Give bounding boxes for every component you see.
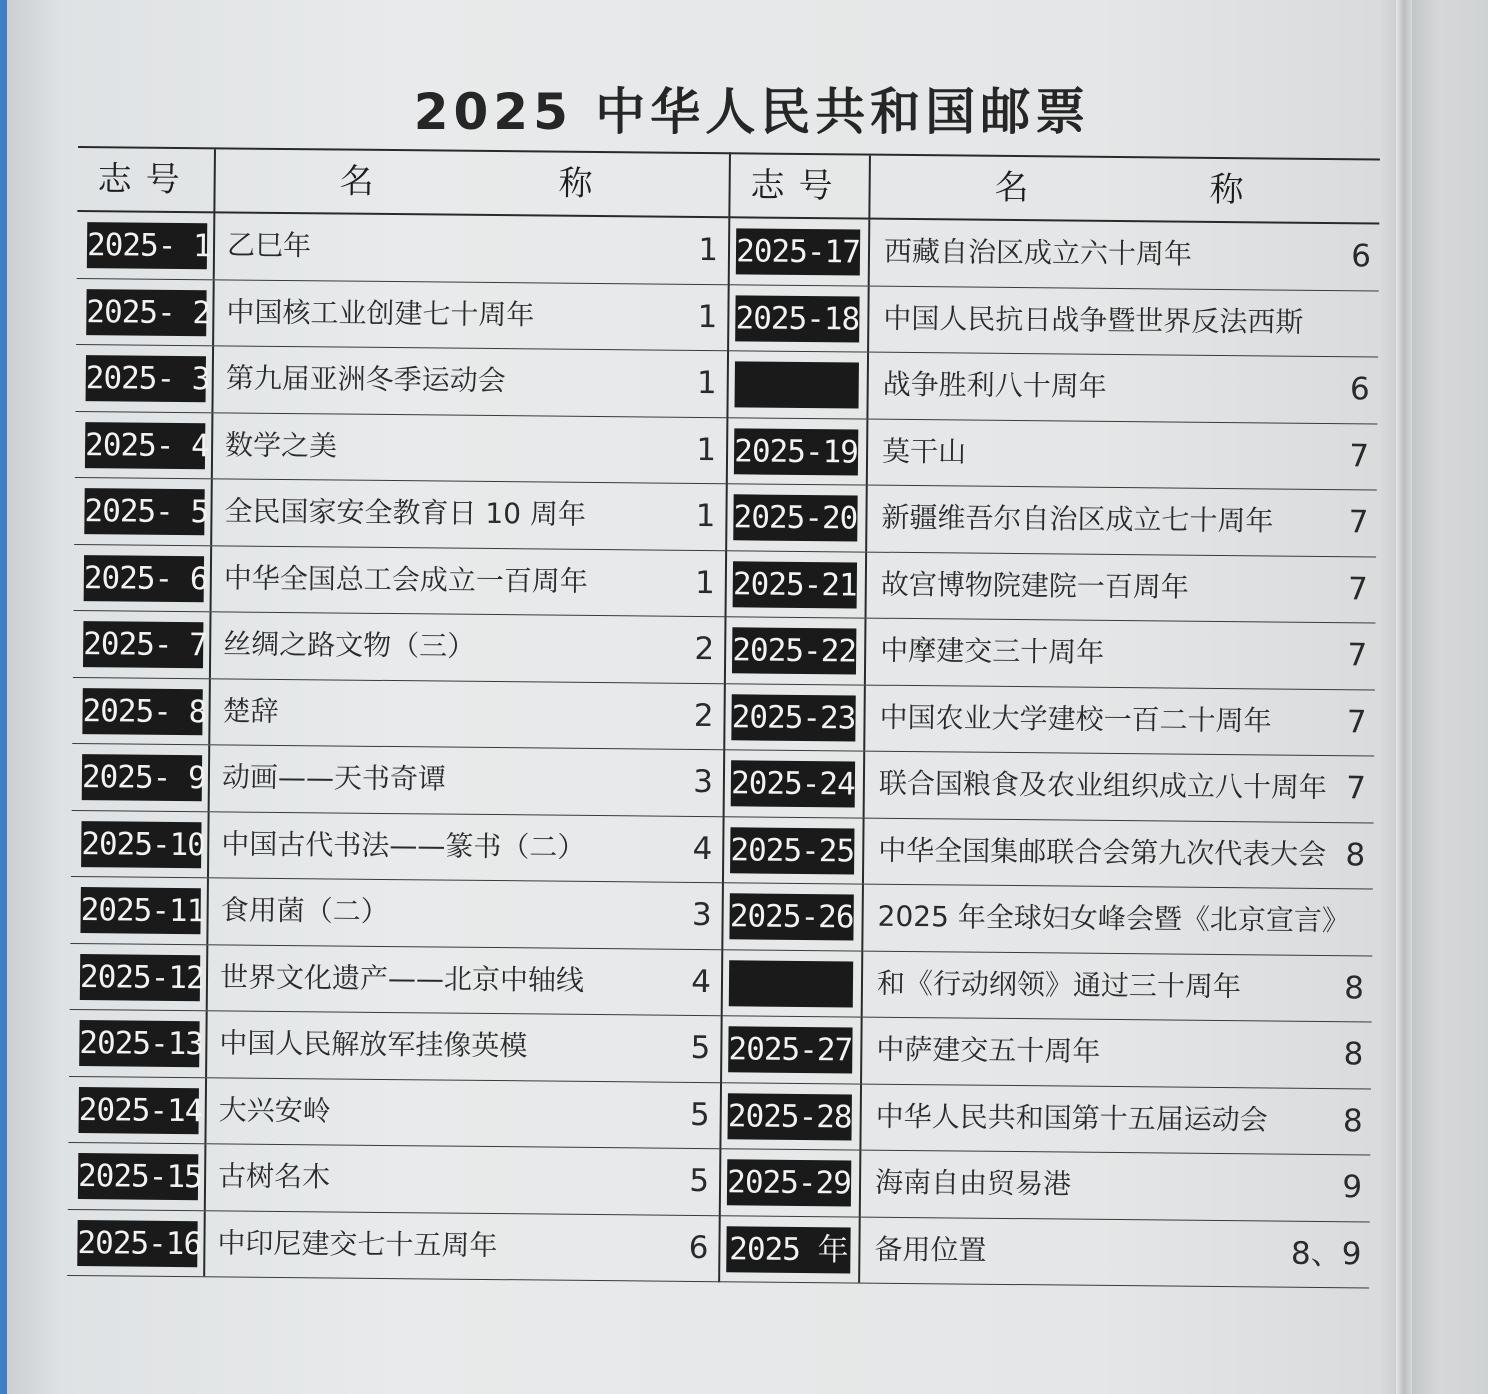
- table-row: [70, 943, 722, 1016]
- stamp-name: 联合国粮食及农业组织成立八十周年: [878, 766, 1328, 805]
- table-row: [75, 411, 727, 484]
- stamp-code: 2025-29: [727, 1159, 851, 1206]
- table-header: [77, 146, 729, 218]
- column-divider: [863, 752, 866, 818]
- page-number: 6: [1349, 371, 1370, 408]
- stamp-name: 数学之美: [224, 427, 338, 463]
- stamp-name: 世界文化遗产——北京中轴线: [219, 959, 585, 997]
- stamp-name: 中华全国集邮联合会第九次代表大会: [878, 833, 1327, 871]
- table-row: [728, 218, 1380, 291]
- stamp-name: 古树名木: [217, 1159, 331, 1194]
- table-row: [726, 351, 1378, 424]
- stamp-code: 2025-13: [79, 1020, 199, 1067]
- binder-edge: [0, 0, 7, 1394]
- stamp-code: 2025-17: [736, 228, 860, 275]
- stamp-name: 中华人民共和国第十五届运动会: [875, 1099, 1268, 1136]
- column-divider: [206, 945, 209, 1011]
- stamp-name: 全民国家安全教育日 10 周年: [224, 494, 587, 531]
- header-name-char-1: 名: [994, 167, 1029, 209]
- stamp-code: 2025-11: [80, 887, 200, 934]
- stamp-code: 2025-24: [731, 760, 855, 807]
- column-divider: [860, 1018, 863, 1084]
- stamp-name: 海南自由贸易港: [874, 1165, 1072, 1201]
- header-name-char-2: 称: [1209, 169, 1244, 211]
- page-number: 2: [694, 630, 715, 668]
- stamp-code: 2025- 1: [87, 222, 207, 269]
- stamp-code: 2025-21: [733, 561, 857, 608]
- column-divider: [207, 812, 210, 878]
- stamp-name: 和《行动纲领》通过三十周年: [876, 966, 1242, 1003]
- column-divider: [210, 546, 213, 612]
- table-row: [722, 817, 1374, 890]
- table-row: [77, 212, 729, 285]
- stamp-name: 战争胜利八十周年: [882, 367, 1107, 403]
- column-divider: [204, 1078, 207, 1144]
- page-number: 8: [1345, 836, 1366, 873]
- page-number: 7: [1347, 570, 1368, 607]
- table-row: [68, 1076, 720, 1149]
- column-divider: [865, 486, 868, 552]
- page-number: 4: [692, 830, 713, 867]
- column-divider: [213, 213, 216, 279]
- column-divider: [859, 1151, 862, 1217]
- table-row: [73, 611, 725, 684]
- page-number: 3: [693, 763, 714, 801]
- stamp-name: 中国人民抗日战争暨世界反法西斯: [883, 301, 1304, 339]
- header-code: 志号: [728, 154, 871, 219]
- table-row: [720, 1016, 1372, 1089]
- stamp-code: 2025- 6: [84, 555, 204, 602]
- stamp-name: 中国农业大学建校一百二十周年: [879, 700, 1272, 737]
- table-row: [67, 1209, 719, 1282]
- table-row: [70, 877, 722, 950]
- table-row: [75, 345, 727, 418]
- table-row: [723, 750, 1375, 823]
- column-divider: [861, 951, 864, 1017]
- stamp-code: 2025- 3: [86, 355, 206, 402]
- stamp-name: 莫干山: [881, 434, 967, 469]
- stamp-code: 2025-23: [731, 694, 855, 741]
- page-number: 8、9: [1290, 1235, 1362, 1272]
- table-row: [721, 883, 1373, 956]
- page-number: 6: [1351, 238, 1372, 275]
- table-row: [725, 551, 1377, 624]
- stamp-name: 食用菌（二）: [220, 893, 389, 929]
- page-number: 7: [1348, 504, 1369, 541]
- page-number: 3: [691, 896, 712, 934]
- header-code: 志号: [77, 148, 216, 213]
- page-number: 5: [689, 1162, 710, 1200]
- table-row: [72, 744, 724, 817]
- column-divider: [865, 552, 868, 618]
- column-divider: [205, 1011, 208, 1077]
- table-row: [724, 617, 1376, 690]
- stamp-name: 中国核工业创建七十周年: [226, 294, 535, 331]
- table-row: [727, 285, 1379, 358]
- stamp-code: 2025-15: [78, 1153, 198, 1200]
- stamp-code: 2025-22: [732, 627, 856, 674]
- stamp-code: 2025-16: [77, 1220, 197, 1267]
- stamp-code: 2025- 4: [85, 422, 205, 469]
- column-divider: [863, 685, 866, 751]
- page-number: 8: [1342, 1102, 1363, 1139]
- table-row: [719, 1083, 1371, 1156]
- page-number: 7: [1349, 437, 1370, 474]
- stamp-code: 2025-26: [729, 893, 853, 940]
- right-rows: [718, 218, 1379, 1288]
- stamp-code: 2025-20: [733, 494, 857, 541]
- stamp-index-table: [77, 146, 1380, 1272]
- column-divider: [859, 1084, 862, 1150]
- table-row: [68, 1143, 720, 1216]
- stamp-code: 2025 年: [726, 1226, 850, 1273]
- stamp-name: 2025 年全球妇女峰会暨《北京宣言》: [877, 899, 1350, 938]
- stamp-code: 2025-19: [734, 428, 858, 475]
- page-number: 7: [1347, 637, 1368, 674]
- column-divider: [208, 745, 211, 811]
- column-divider: [211, 346, 214, 412]
- stamp-code: 2025- 2: [86, 289, 206, 336]
- page-number: 8: [1344, 969, 1365, 1006]
- stamp-name: 中华全国总工会成立一百周年: [223, 560, 589, 598]
- stamp-name: 中国人民解放军挂像英模: [219, 1026, 528, 1063]
- column-divider: [210, 479, 213, 545]
- table-header: [728, 152, 1380, 224]
- page-number: 1: [695, 497, 716, 535]
- stamp-name: 中摩建交三十周年: [880, 633, 1105, 669]
- page-number: 9: [1342, 1169, 1363, 1206]
- table-row: [719, 1149, 1371, 1222]
- table-left-half: [67, 146, 731, 1282]
- stamp-code: 2025-10: [81, 821, 201, 868]
- header-name-char-2: 称: [558, 163, 593, 204]
- stamp-name: 楚辞: [222, 693, 279, 728]
- stamp-code: 2025- 5: [84, 488, 204, 535]
- stamp-name: 新疆维吾尔自治区成立七十周年: [881, 500, 1274, 538]
- stamp-code: 2025-28: [728, 1093, 852, 1140]
- stamp-code: 2025- 8: [82, 688, 202, 735]
- column-divider: [867, 286, 870, 352]
- stamp-code: 2025-27: [728, 1026, 852, 1073]
- table-row: [71, 810, 723, 883]
- column-divider: [211, 413, 214, 479]
- header-name: [868, 156, 1380, 225]
- column-divider: [866, 353, 869, 419]
- table-row: [718, 1216, 1370, 1289]
- page-number: 1: [697, 298, 718, 335]
- stamp-name: 丝绸之路文物（三）: [223, 627, 476, 663]
- column-divider: [204, 1144, 207, 1210]
- stamp-code: 2025-25: [730, 827, 854, 874]
- page-number: 5: [689, 1096, 710, 1133]
- page-number: 5: [690, 1029, 711, 1067]
- stamp-code: [729, 960, 853, 1007]
- stamp-name: 大兴安岭: [218, 1092, 331, 1127]
- table-row: [726, 418, 1378, 491]
- stamp-code: 2025- 7: [83, 621, 203, 668]
- table-right-half: [718, 152, 1380, 1288]
- column-divider: [203, 1211, 206, 1277]
- table-row: [72, 677, 724, 750]
- table-row: [69, 1010, 721, 1083]
- column-divider: [208, 679, 211, 745]
- stamp-code: [735, 361, 859, 408]
- stamp-code: 2025-18: [735, 295, 859, 342]
- page-number: 1: [696, 364, 717, 402]
- stamp-code: 2025-14: [79, 1087, 199, 1134]
- stamp-name: 乙巳年: [226, 228, 312, 263]
- left-rows: [67, 212, 728, 1282]
- table-row: [74, 544, 726, 617]
- stamp-name: 备用位置: [874, 1232, 987, 1267]
- column-divider: [866, 419, 869, 485]
- table-row: [725, 484, 1377, 557]
- column-divider: [861, 885, 864, 951]
- stamp-name: 故宫博物院建院一百周年: [880, 567, 1189, 604]
- page-number: 1: [694, 564, 716, 601]
- header-name-char-1: 名: [339, 161, 374, 202]
- header-name: [213, 149, 729, 218]
- stamp-name: 第九届亚洲冬季运动会: [225, 361, 506, 398]
- table-row: [721, 950, 1373, 1023]
- stamp-name: 中印尼建交七十五周年: [217, 1225, 498, 1262]
- page-number: 1: [696, 431, 717, 468]
- page-number: 7: [1346, 703, 1367, 740]
- column-divider: [206, 878, 209, 944]
- page-number: 2: [693, 697, 714, 734]
- page-number: 8: [1343, 1036, 1364, 1073]
- stamp-name: 中萨建交五十周年: [876, 1032, 1101, 1068]
- stamp-name: 西藏自治区成立六十周年: [883, 234, 1193, 271]
- page-title: 2025 中华人民共和国邮票: [413, 83, 1091, 141]
- table-row: [76, 278, 728, 351]
- table-row: [74, 478, 726, 551]
- page-number: 7: [1345, 770, 1367, 807]
- page-number: 1: [698, 231, 719, 269]
- page-number: 4: [691, 963, 712, 1000]
- page-fold: [1396, 0, 1412, 1394]
- column-divider: [868, 220, 871, 286]
- column-divider: [858, 1217, 861, 1283]
- table-row: [723, 684, 1375, 757]
- page-number: 6: [688, 1229, 709, 1266]
- column-divider: [864, 619, 867, 685]
- stamp-name: 中国古代书法——篆书（二）: [221, 826, 586, 864]
- stamp-code: 2025-12: [80, 954, 200, 1001]
- stamp-name: 动画——天书奇谭: [221, 760, 447, 796]
- stamp-code: 2025- 9: [82, 754, 202, 801]
- column-divider: [209, 612, 212, 678]
- column-divider: [212, 280, 215, 346]
- column-divider: [862, 818, 865, 884]
